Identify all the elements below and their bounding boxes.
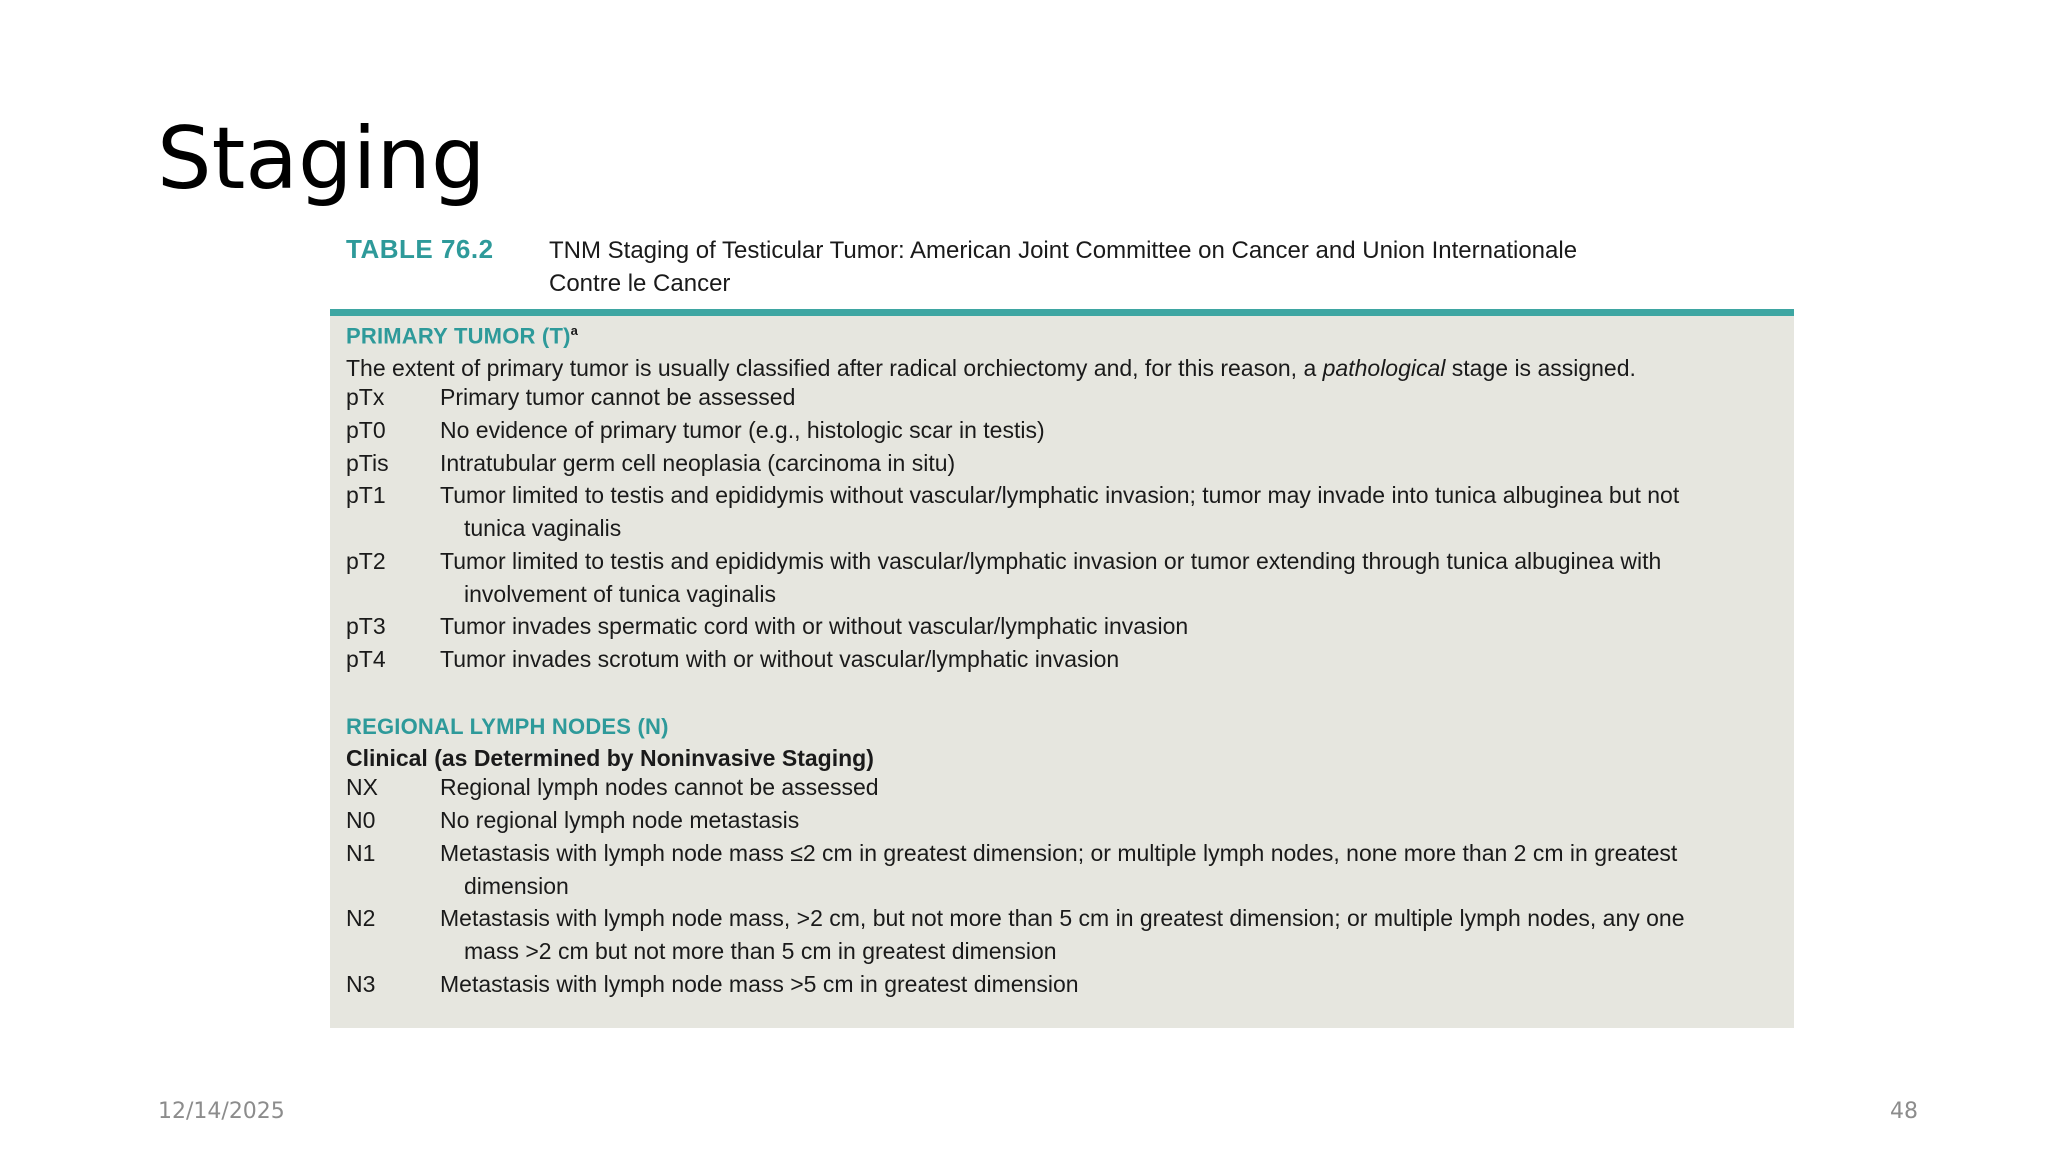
stage-code: pT1 xyxy=(346,482,386,508)
stage-description: Metastasis with lymph node mass >5 cm in greatest dimension xyxy=(440,971,1079,997)
primary-tumor-intro: The extent of primary tumor is usually classified after radical orchiectomy and, for this reason, a pathological stage is assigned. xyxy=(346,355,1636,381)
stage-description: Tumor invades scrotum with or without vascular/lymphatic invasion xyxy=(440,646,1120,672)
slide-page-number: 48 xyxy=(1890,1099,1918,1124)
stage-description: No evidence of primary tumor (e.g., histologic scar in testis) xyxy=(440,417,1045,443)
stage-code: pT0 xyxy=(346,417,386,443)
stage-code: pT4 xyxy=(346,646,386,672)
stage-description: Metastasis with lymph node mass, >2 cm, but not more than 5 cm in greatest dimension; or multiple lymph nodes, any one mass >2 cm but not more than 5 cm in greatest dimension xyxy=(440,905,1685,964)
stage-description: Tumor limited to testis and epididymis without vascular/lymphatic invasion; tumor may invade into tunica albuginea but not tunica vaginalis xyxy=(440,482,1680,541)
table-caption-text xyxy=(549,234,1769,300)
primary-tumor-heading: PRIMARY TUMOR $(T)^a$ xyxy=(346,323,579,349)
clinical-subheading: Clinical (as Determined by Noninvasive Staging) xyxy=(346,745,874,771)
stage-description: No regional lymph node metastasis xyxy=(440,807,800,833)
stage-description: Tumor limited to testis and epididymis with vascular/lymphatic invasion or tumor extending through tunica albuginea with involvement of tunica vaginalis xyxy=(440,548,1662,607)
stage-description: Primary tumor cannot be assessed xyxy=(440,384,796,410)
stage-code: pTx xyxy=(346,384,385,410)
slide-date: 12/14/2025 xyxy=(158,1099,285,1124)
stage-description: Regional lymph nodes cannot be assessed xyxy=(440,774,879,800)
footnote-marker: a xyxy=(570,323,579,338)
caption-line-2: Contre le Cancer xyxy=(549,270,731,297)
stage-code: pT3 xyxy=(346,613,386,639)
staging-table-figure xyxy=(330,230,1794,1028)
slide-title: Staging xyxy=(157,109,486,209)
stage-description: Metastasis with lymph node mass ≤2 cm in greatest dimension; or multiple lymph nodes, none more than 2 cm in greatest dimension xyxy=(440,840,1678,899)
stage-code: pT2 xyxy=(346,548,386,574)
regional-nodes-heading: REGIONAL LYMPH NODES (N) xyxy=(346,714,669,739)
stage-code: pTis xyxy=(346,450,389,476)
stage-code: NX xyxy=(346,774,378,800)
stage-description: Tumor invades spermatic cord with or without vascular/lymphatic invasion xyxy=(440,613,1189,639)
stage-code: N2 xyxy=(346,905,376,931)
table-label: TABLE 76.2 xyxy=(346,234,494,264)
stage-description: Intratubular germ cell neoplasia (carcinoma in situ) xyxy=(440,450,956,476)
table-body xyxy=(330,309,1794,1028)
stage-code: N3 xyxy=(346,971,376,997)
caption-line-1: TNM Staging of Testicular Tumor: American Joint Committee on Cancer and Union Internationale xyxy=(549,237,1578,264)
stage-code: N1 xyxy=(346,840,376,866)
stage-code: N0 xyxy=(346,807,376,833)
intro-italic-word: pathological xyxy=(1322,355,1446,381)
